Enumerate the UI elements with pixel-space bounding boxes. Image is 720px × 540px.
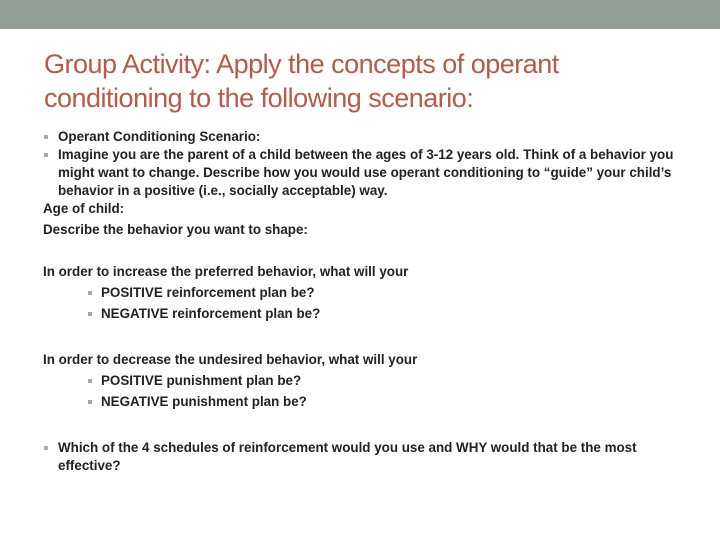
- slide-body: [43, 128, 683, 475]
- sub-bullet: POSITIVE punishment plan be?: [43, 372, 683, 390]
- behavior-label: Describe the behavior you want to shape:: [43, 222, 308, 237]
- slide-title: Group Activity: Apply the concepts of operant conditioning to the following scenario:: [44, 49, 559, 113]
- decrease-intro: In order to decrease the undesired behavior, what will your: [43, 352, 418, 367]
- sub-bullet: NEGATIVE punishment plan be?: [43, 393, 683, 411]
- sub-bullet: POSITIVE reinforcement plan be?: [43, 284, 683, 302]
- increase-intro: In order to increase the preferred behavior, what will your: [43, 264, 409, 279]
- sub-bullet: NEGATIVE reinforcement plan be?: [43, 305, 683, 323]
- age-label: Age of child:: [43, 201, 125, 216]
- bullet: Operant Conditioning Scenario:: [43, 128, 683, 146]
- bullet: Which of the 4 schedules of reinforcement would you use and WHY would that be the most effective?: [43, 439, 683, 475]
- bullet: Imagine you are the parent of a child between the ages of 3-12 years old. Think of a behavior you might want to change. Describe how you would use operant conditioning to “guide” your child’s behavior in a positive (i.e., socially acceptable) way.: [43, 146, 683, 200]
- header-bar: [0, 0, 720, 29]
